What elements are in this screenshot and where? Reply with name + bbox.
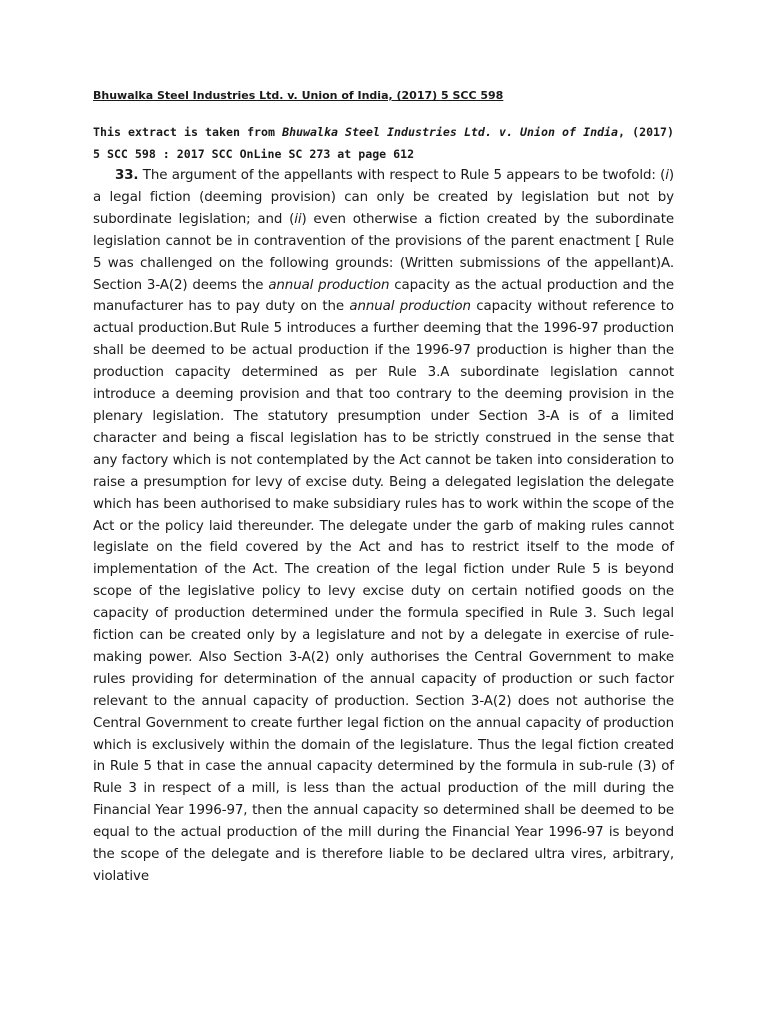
paragraph-text: ) a legal fiction (deeming provision) can only be created by legislation but not by subordinate legislation; and ( bbox=[93, 168, 674, 227]
paragraph-number: 33. bbox=[115, 168, 139, 183]
extract-suffix: , (2017) 5 SCC 598 : 2017 SCC OnLine SC 273 at page 612 bbox=[93, 125, 674, 161]
extract-case-name: Bhuwalka Steel Industries Ltd. v. Union of India bbox=[282, 125, 619, 139]
paragraph-text: capacity as the actual production and the manufacturer has to pay duty on the bbox=[93, 277, 674, 315]
paragraph-text: capacity without reference to actual production.But Rule 5 introduces a further deeming that the 1996-97 production shall be deemed to be actual production if the 1996-97 production is higher than the production capacity determined as per Rule 3.A subordinate legislation cannot introduce a deeming provision and that too contrary to the deeming provision in the plenary legislation. The statutory presumption under Section 3-A is of a limited character and being a fiscal legislation has to be strictly construed in the sense that any factory which is not contemplated by the Act cannot be taken into consideration to raise a presumption for levy of excise duty. Being a delegated legislation the delegate which has been authorised to make subsidiary rules has to work within the scope of the Act or the policy laid thereunder. The delegate under the garb of making rules cannot legislate on the field covered by the Act and has to restrict itself to the mode of implementation of the Act. The creation of the legal fiction under Rule 5 is beyond scope of the legislative policy to levy excise duty on certain notified goods on the capacity of production determined under the formula specified in Rule 3. Such legal fiction can be created only by a legislature and not by a delegate in exercise of rule-making power. Also Section 3-A(2) only authorises the Central Government to make rules providing for determination of the annual capacity of production or such factor relevant to the annual capacity of production. Section 3-A(2) does not authorise the Central Government to create further legal fiction on the annual capacity of production which is exclusively within the domain of the legislature. Thus the legal fiction created in Rule 5 that in case the annual capacity determined by the formula in sub-rule (3) of Rule 3 in respect of a mill, is less than the actual production of the mill during the Financial Year 1996-97, then the annual capacity so determined shall be deemed to be equal to the actual production of the mill during the Financial Year 1996-97 is beyond the scope of the delegate and is therefore liable to be declared ultra vires, arbitrary, violative bbox=[93, 299, 674, 884]
paragraph-text: ) even otherwise a fiction created by the subordinate legislation cannot be in contravention of the provisions of the parent enactment [ Rule 5 was challenged on the following grounds: (Written submissions of the appellant)A. Section 3-A(2) deems the bbox=[93, 211, 674, 293]
paragraph-text-italic: annual production bbox=[349, 299, 471, 315]
paragraph-text: The argument of the appellants with respect to Rule 5 appears to be twofold: ( bbox=[138, 168, 666, 183]
extract-citation bbox=[93, 121, 674, 165]
paragraph-33 bbox=[93, 165, 674, 888]
extract-prefix: This extract is taken from bbox=[93, 125, 283, 139]
case-title: Bhuwalka Steel Industries Ltd. v. Union of India, (2017) 5 SCC 598 bbox=[93, 89, 504, 102]
paragraph-text-italic: i bbox=[665, 168, 669, 183]
paragraph-text-italic: annual production bbox=[268, 277, 390, 293]
document-page bbox=[93, 86, 674, 888]
paragraph-text-italic: ii bbox=[294, 211, 302, 227]
